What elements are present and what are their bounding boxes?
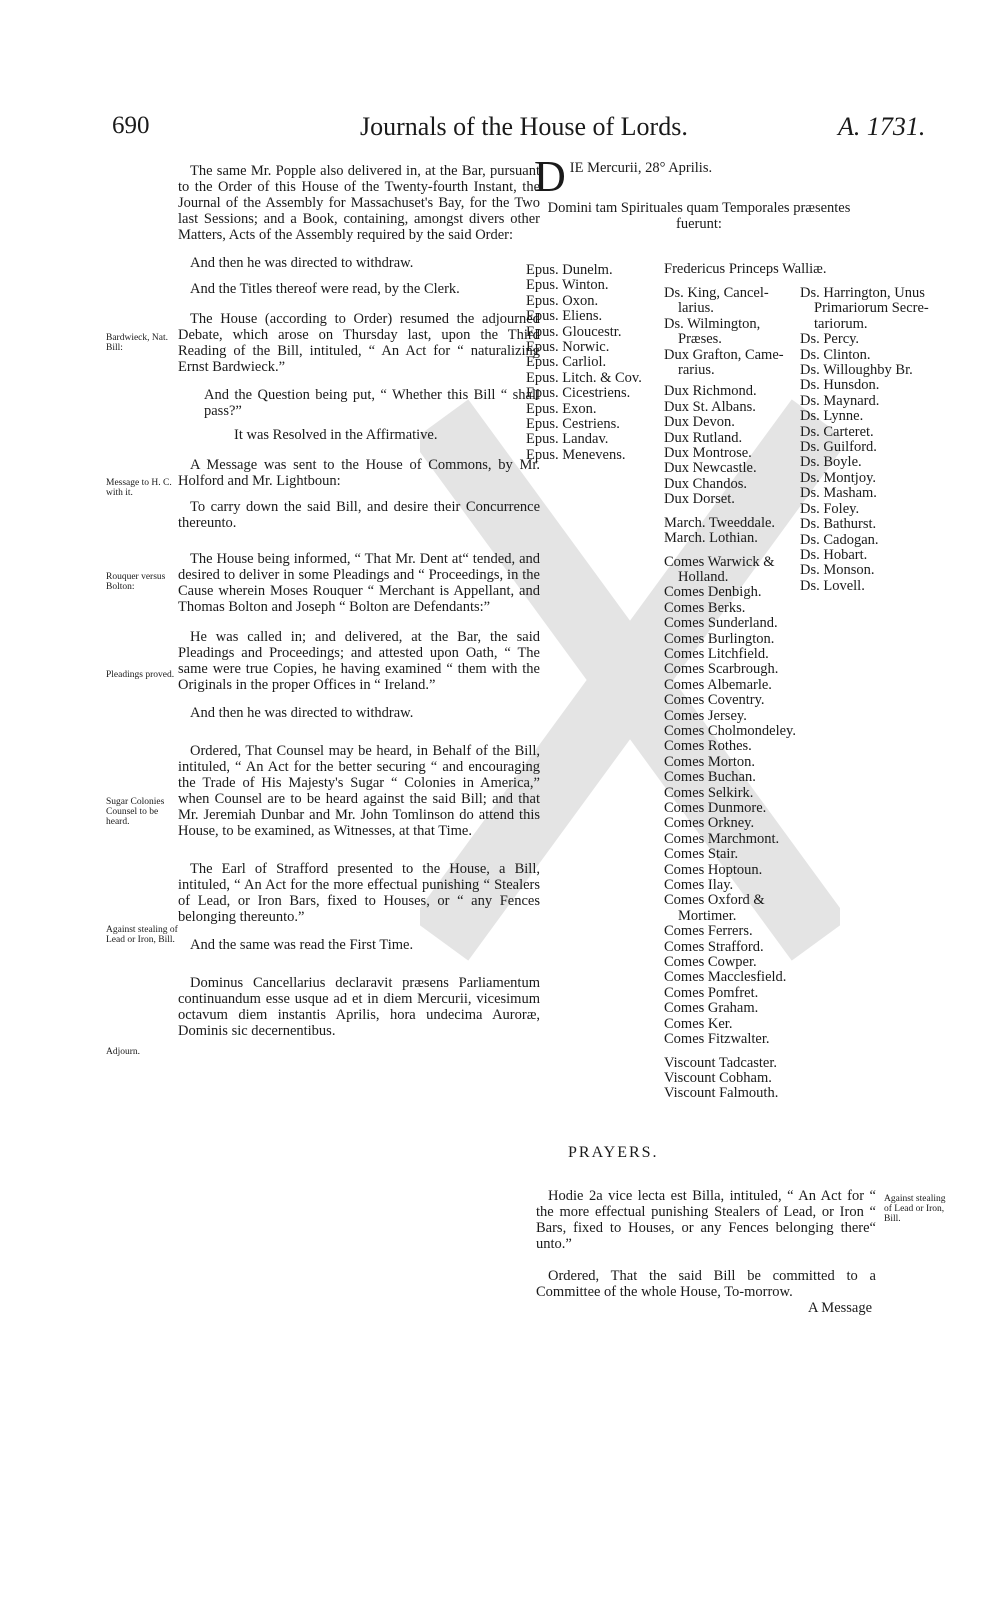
list-item: Ds. Boyle. xyxy=(800,454,862,471)
list-item: Ds. Bathurst. xyxy=(800,516,877,533)
list-item: Comes Pomfret. xyxy=(664,984,759,1001)
present-line: Domini tam Spirituales quam Temporales præsentes fuerunt: xyxy=(547,200,851,232)
list-item: Epus. Litch. & Cov. xyxy=(526,369,642,386)
list-item: Epus. Cicestriens. xyxy=(526,385,631,402)
list-item: Ds. King, Cancel- xyxy=(664,285,769,301)
paragraph: The House (according to Order) resumed the adjourned Debate, which arose on Thursday last, upon the Third Reading of the Bill, intituled, “ An Act for “ naturalizing Ernst Bardwieck.” xyxy=(178,311,540,375)
paragraph: It was Resolved in the Affirmative. xyxy=(234,427,438,443)
list-item: Comes Marchmont. xyxy=(664,830,780,847)
list-item: Viscount Cobham. xyxy=(664,1069,772,1086)
margin-note: Rouquer versus Bolton: xyxy=(106,572,166,592)
list-item: Comes Ferrers. xyxy=(664,923,753,940)
list-item: Comes Strafford. xyxy=(664,938,764,955)
paragraph: To carry down the said Bill, and desire their Concurrence thereunto. xyxy=(178,499,540,531)
running-title: Journals of the House of Lords. xyxy=(360,112,688,141)
list-item: Comes Orkney. xyxy=(664,815,755,832)
left-column xyxy=(178,163,540,1049)
list-item: Comes Stair. xyxy=(664,846,739,863)
paragraph: The House being informed, “ That Mr. Dent at“ tended, and desired to deliver in some Pleadings and “ Proceedings, in the Cause wherein Moses Rouquer “ Merchant is Appellant, and Thomas Bolton and Joseph “ Bolton are Defendants:” xyxy=(178,551,540,615)
paragraph: A Message was sent to the House of Commons, by Mr. Holford and Mr. Lightboun: xyxy=(178,457,540,489)
list-item: Dux Chandos. xyxy=(664,475,747,492)
paragraph: Ordered, That Counsel may be heard, in Behalf of the Bill, intituled, “ An Act for the better securing “ and encouraging the Trade of His Majesty's Sugar “ Colonies in America,” when Counsel are to be heard against the said Bill; and that Mr. Jeremiah Dunbar and Mr. John Tomlinson do attend this House, to be examined, as Witnesses, at that Time. xyxy=(178,743,540,839)
list-item: Ds. Wilmington, xyxy=(664,315,761,332)
list-item: Comes Ilay. xyxy=(664,877,734,894)
list-item: Epus. Norwic. xyxy=(526,339,610,356)
list-item: Ds. Foley. xyxy=(800,500,860,517)
year-marker: A. 1731. xyxy=(838,112,926,141)
list-item: rarius. xyxy=(678,362,715,379)
list-item: Comes Litchfield. xyxy=(664,645,769,662)
paragraph: The Earl of Strafford presented to the House, a Bill, intituled, “ An Act for the more effectual punishing “ Stealers of Lead, or Iron Bars, fixed to Houses, or “ any Fences belonging thereunto.” xyxy=(178,861,540,925)
list-item: Dux Newcastle. xyxy=(664,460,757,477)
list-item: Comes Sunderland. xyxy=(664,615,778,632)
list-item: Ds. Percy. xyxy=(800,331,860,348)
list-item: Comes Graham. xyxy=(664,1000,759,1017)
list-item: Ds. Clinton. xyxy=(800,346,871,363)
drop-cap: D xyxy=(534,152,566,201)
list-item: Comes Cholmondeley. xyxy=(664,722,796,739)
list-item: Ds. Lovell. xyxy=(800,577,865,594)
list-item: Comes Dunmore. xyxy=(664,800,767,816)
list-item: Ds. Hunsdon. xyxy=(800,377,880,394)
list-item: Dux Rutland. xyxy=(664,429,743,446)
list-item: Comes Macclesfield. xyxy=(664,969,787,986)
margin-note: Bardwieck, Nat. Bill: xyxy=(106,333,168,353)
list-item: Comes Berks. xyxy=(664,599,746,616)
list-item: Epus. Dunelm. xyxy=(526,262,613,278)
margin-note: Message to H. C. with it. xyxy=(106,478,172,498)
list-item: Dux Dorset. xyxy=(664,491,735,508)
paragraph: Hodie 2a vice lecta est Billa, intituled, “ An Act for “ the more effectual punishing Stealers of Lead, or Iron “ Bars, fixed to Houses, or any Fences belonging there“ unto.” xyxy=(536,1188,876,1252)
list-item: Ds. Willoughby Br. xyxy=(800,362,913,379)
list-item: Ds. Hobart. xyxy=(800,546,868,563)
margin-note: Adjourn. xyxy=(106,1047,141,1057)
list-item: Ds. Carteret. xyxy=(800,423,874,440)
margin-note: Against stealing of Lead or Iron, Bill. xyxy=(106,925,178,945)
list-item: Viscount Falmouth. xyxy=(664,1085,779,1102)
margin-note: Pleadings proved. xyxy=(106,670,175,680)
list-item: Dux St. Albans. xyxy=(664,398,756,415)
paragraph: And the Titles thereof were read, by the Clerk. xyxy=(190,281,460,297)
list-item: Epus. Winton. xyxy=(526,277,609,294)
list-item: March. Lothian. xyxy=(664,530,758,547)
list-item: tariorum. xyxy=(814,315,868,332)
list-item: Dux Richmond. xyxy=(664,383,757,400)
list-item: Epus. Menevens. xyxy=(526,446,626,463)
list-item: Epus. Gloucestr. xyxy=(526,323,622,340)
list-item: Dux Montrose. xyxy=(664,445,752,462)
list-item: Comes Morton. xyxy=(664,753,756,770)
list-item: Comes Scarbrough. xyxy=(664,661,779,678)
list-item: Comes Ker. xyxy=(664,1015,733,1032)
list-item: Epus. Eliens. xyxy=(526,308,603,325)
list-item: Comes Rothes. xyxy=(664,738,752,755)
list-item: Comes Selkirk. xyxy=(664,784,754,801)
paragraph: The same Mr. Popple also delivered in, at the Bar, pursuant to the Order of this House of the Twenty-fourth Instant, the Journal of the Assembly for Massachuset's Bay, for the Two last Sessions; and a Book, containing, amongst divers other Matters, Acts of the Assembly required by the said Order: xyxy=(178,163,540,243)
list-item: Ds. Guilford. xyxy=(800,439,877,456)
list-item: March. Tweeddale. xyxy=(664,514,776,531)
margin-note: Sugar Colonies Counsel to be heard. xyxy=(106,797,165,827)
list-item: Comes Denbigh. xyxy=(664,584,762,601)
paragraph: Ordered, That the said Bill be committed to a Committee of the whole House, To-morrow. xyxy=(536,1268,876,1300)
list-item: Epus. Cestriens. xyxy=(526,416,620,433)
prince-line: Fredericus Princeps Walliæ. xyxy=(664,261,827,277)
list-item: larius. xyxy=(678,300,714,317)
list-item: Mortimer. xyxy=(678,907,737,924)
list-item: Comes Warwick & xyxy=(664,553,775,570)
prayers-heading: PRAYERS. xyxy=(568,1144,659,1161)
list-item: Comes Oxford & xyxy=(664,892,765,909)
paragraph: He was called in; and delivered, at the Bar, the said Pleadings and Proceedings; and attested upon Oath, “ The same were true Copies, he having examined “ them with the Originals in the proper Offices in “ Ireland.” xyxy=(178,629,540,693)
barons-list xyxy=(800,286,929,594)
list-item: Holland. xyxy=(678,568,729,585)
date-heading xyxy=(534,152,884,201)
list-item: Epus. Landav. xyxy=(526,431,609,448)
paragraph: And then he was directed to withdraw. xyxy=(190,705,414,721)
list-item: Dux Devon. xyxy=(664,414,735,431)
list-item: Epus. Exon. xyxy=(526,400,597,417)
list-item: Epus. Carliol. xyxy=(526,354,607,371)
list-item: Ds. Maynard. xyxy=(800,392,880,409)
list-item: Ds. Harrington, Unus xyxy=(800,285,925,301)
list-item: Dux Grafton, Came- xyxy=(664,346,784,363)
catchword: A Message xyxy=(808,1300,873,1316)
list-item: Comes Buchan. xyxy=(664,769,756,786)
list-item: Comes Jersey. xyxy=(664,707,747,724)
list-item: Comes Burlington. xyxy=(664,630,775,647)
page-number: 690 xyxy=(112,112,150,139)
list-item: Comes Hoptoun. xyxy=(664,861,763,878)
list-item: Ds. Monson. xyxy=(800,562,875,579)
list-item: Ds. Cadogan. xyxy=(800,531,879,548)
margin-note: Against stealing of Lead or Iron, Bill. xyxy=(884,1194,946,1224)
list-item: Præses. xyxy=(678,331,722,348)
paragraph: And then he was directed to withdraw. xyxy=(190,255,414,271)
list-item: Comes Fitzwalter. xyxy=(664,1031,770,1048)
list-item: Primariorum Secre- xyxy=(814,300,929,317)
list-item: Epus. Oxon. xyxy=(526,292,599,309)
temporal-lords-list xyxy=(664,286,796,1102)
list-item: Comes Cowper. xyxy=(664,954,757,971)
list-item: Ds. Masham. xyxy=(800,485,877,502)
list-item: Ds. Montjoy. xyxy=(800,469,876,486)
paragraph: Dominus Cancellarius declaravit præsens Parliamentum continuandum esse usque ad et in diem Mercurii, vicesimum octavum diem instantis Aprilis, hora undecima Auroræ, Dominis sic decernentibus. xyxy=(178,975,540,1039)
paragraph: And the Question being put, “ Whether this Bill “ shall pass?” xyxy=(204,387,540,419)
list-item: Comes Albemarle. xyxy=(664,676,772,693)
date-line: IE Mercurii, 28° Aprilis. xyxy=(569,160,713,176)
bishops-list xyxy=(526,263,642,463)
list-item: Ds. Lynne. xyxy=(800,408,864,425)
paragraph: And the same was read the First Time. xyxy=(190,937,414,953)
list-item: Viscount Tadcaster. xyxy=(664,1054,778,1071)
list-item: Comes Coventry. xyxy=(664,692,765,709)
